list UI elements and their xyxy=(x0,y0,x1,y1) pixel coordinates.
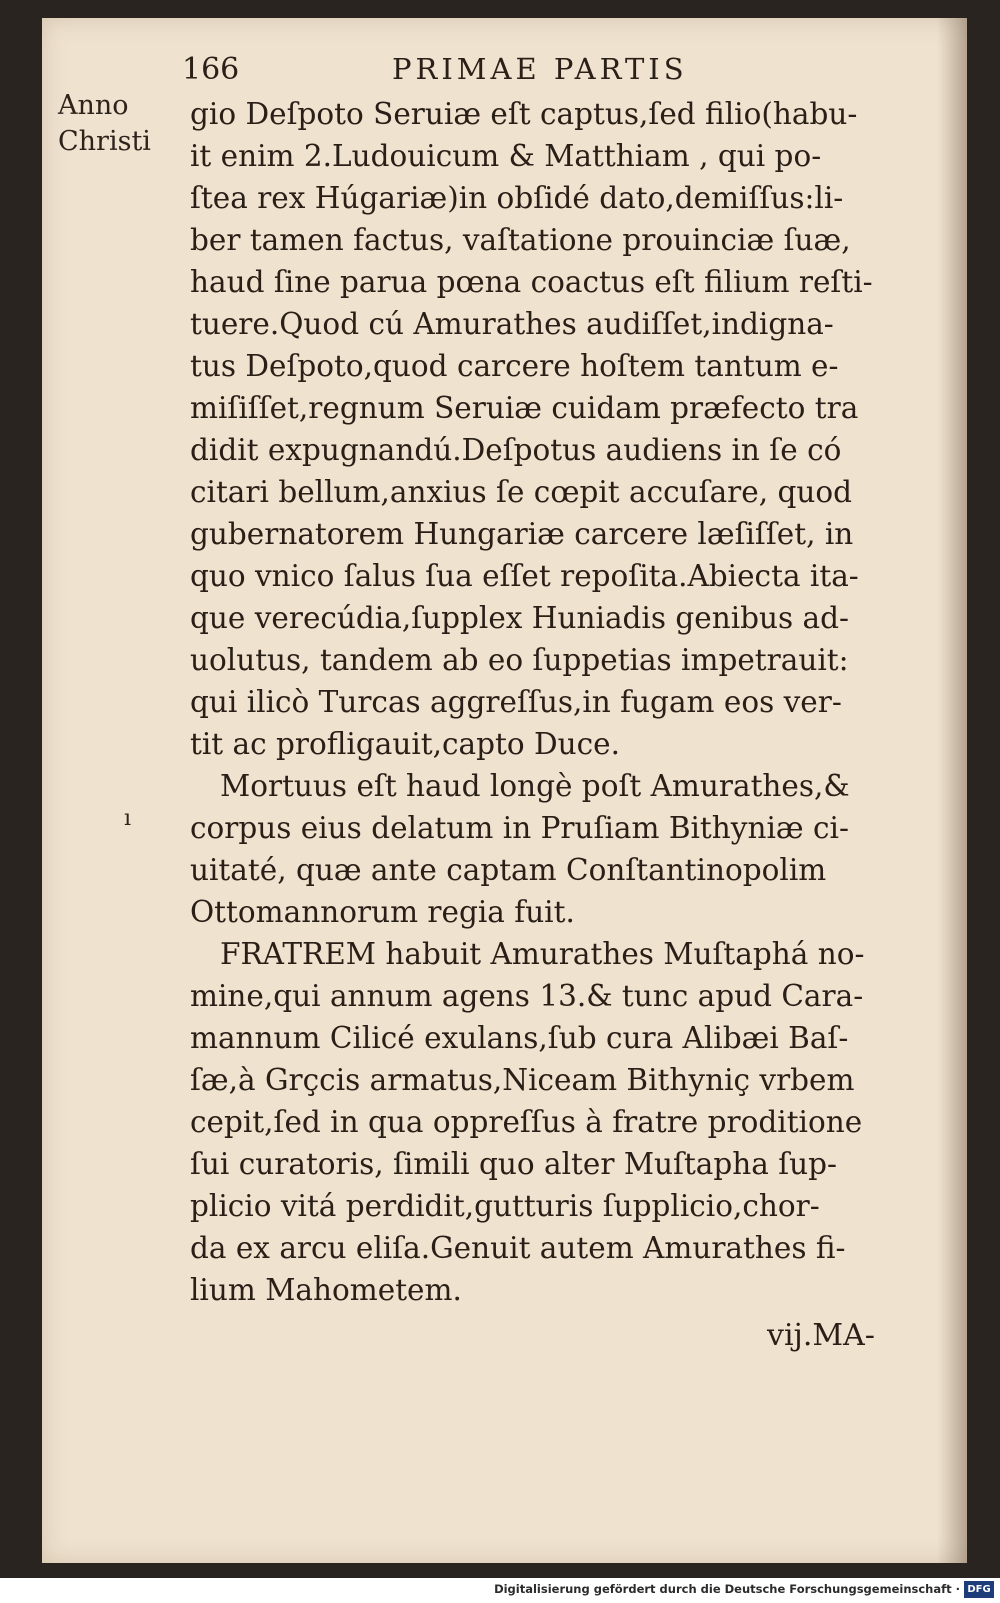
catchword: vij.MA- xyxy=(767,1318,875,1353)
page-number: 166 xyxy=(182,52,240,87)
page-header xyxy=(182,48,742,92)
text-line: mine,qui annum agens 13.& tunc apud Cara- xyxy=(190,979,864,1013)
text-line: tus Deſpoto,quod carcere hoſtem tantum e- xyxy=(190,349,839,383)
margin-note-line: Christi xyxy=(58,126,151,157)
text-line: que verecúdia,ſupplex Huniadis genibus ad- xyxy=(190,601,849,635)
funding-credit: Digitalisierung gefördert durch die Deutsche Forschungsgemeinschaft · xyxy=(494,1582,960,1596)
main-text-block xyxy=(190,93,915,1311)
text-line: tuere.Quod cú Amurathes audiſſet,indigna- xyxy=(190,307,834,341)
text-line: plicio vitá perdidit,gutturis ſupplicio,chor- xyxy=(190,1189,820,1223)
spine-shadow xyxy=(937,18,967,1563)
text-line: mannum Cilicé exulans,ſub cura Alibæi Baſ- xyxy=(190,1021,849,1055)
text-line: ber tamen factus, vaſtatione prouinciæ ſuæ, xyxy=(190,223,851,257)
text-line: Ottomannorum regia fuit. xyxy=(190,895,575,929)
text-line: miſiſſet,regnum Seruiæ cuidam præfecto tra xyxy=(190,391,859,425)
text-line: FRATREM habuit Amurathes Muſtaphá no- xyxy=(220,937,865,971)
running-title: PRIMAE PARTIS xyxy=(392,52,688,86)
text-line: citari bellum,anxius ſe cœpit accuſare, quod xyxy=(190,475,853,509)
text-line: gio Deſpoto Seruiæ eſt captus,ſed filio(habu- xyxy=(190,97,858,131)
text-line: didit expugnandú.Deſpotus audiens in ſe có xyxy=(190,433,842,467)
book-page xyxy=(42,18,967,1563)
text-line: Mortuus eſt haud longè poſt Amurathes,& xyxy=(220,769,850,803)
text-line: corpus eius delatum in Pruſiam Bithyniæ ci- xyxy=(190,811,849,845)
text-line: haud ſine parua pœna coactus eſt filium reſti- xyxy=(190,265,873,299)
text-line: ſtea rex Húgariæ)in obſidé dato,demiſſus:li- xyxy=(190,181,844,215)
dfg-logo: DFG xyxy=(964,1581,994,1598)
margin-note xyxy=(58,88,168,160)
text-line: quo vnico ſalus ſua eſſet repoſita.Abiecta ita- xyxy=(190,559,859,593)
text-line: da ex arcu eliſa.Genuit autem Amurathes fi- xyxy=(190,1231,846,1265)
text-line: qui ilicò Turcas aggreſſus,in fugam eos ver- xyxy=(190,685,842,719)
text-line: it enim 2.Ludouicum & Matthiam , qui po- xyxy=(190,139,822,173)
margin-note-line: Anno xyxy=(58,90,129,121)
text-line: lium Mahometem. xyxy=(190,1273,462,1307)
digitization-footer xyxy=(0,1578,1000,1603)
text-line: ſui curatoris, ſimili quo alter Muſtapha ſup- xyxy=(190,1147,838,1181)
text-line: uitaté, quæ ante captam Conſtantinopolim xyxy=(190,853,827,887)
text-line: tit ac profligauit,capto Duce. xyxy=(190,727,620,761)
text-line: cepit,ſed in qua oppreſſus à fratre proditione xyxy=(190,1105,863,1139)
margin-mark: ı xyxy=(124,806,132,831)
text-line: ſæ,à Grçcis armatus,Niceam Bithyniç vrbem xyxy=(190,1063,855,1097)
text-line: uolutus, tandem ab eo ſuppetias impetrauit: xyxy=(190,643,849,677)
text-line: gubernatorem Hungariæ carcere læſiſſet, in xyxy=(190,517,854,551)
